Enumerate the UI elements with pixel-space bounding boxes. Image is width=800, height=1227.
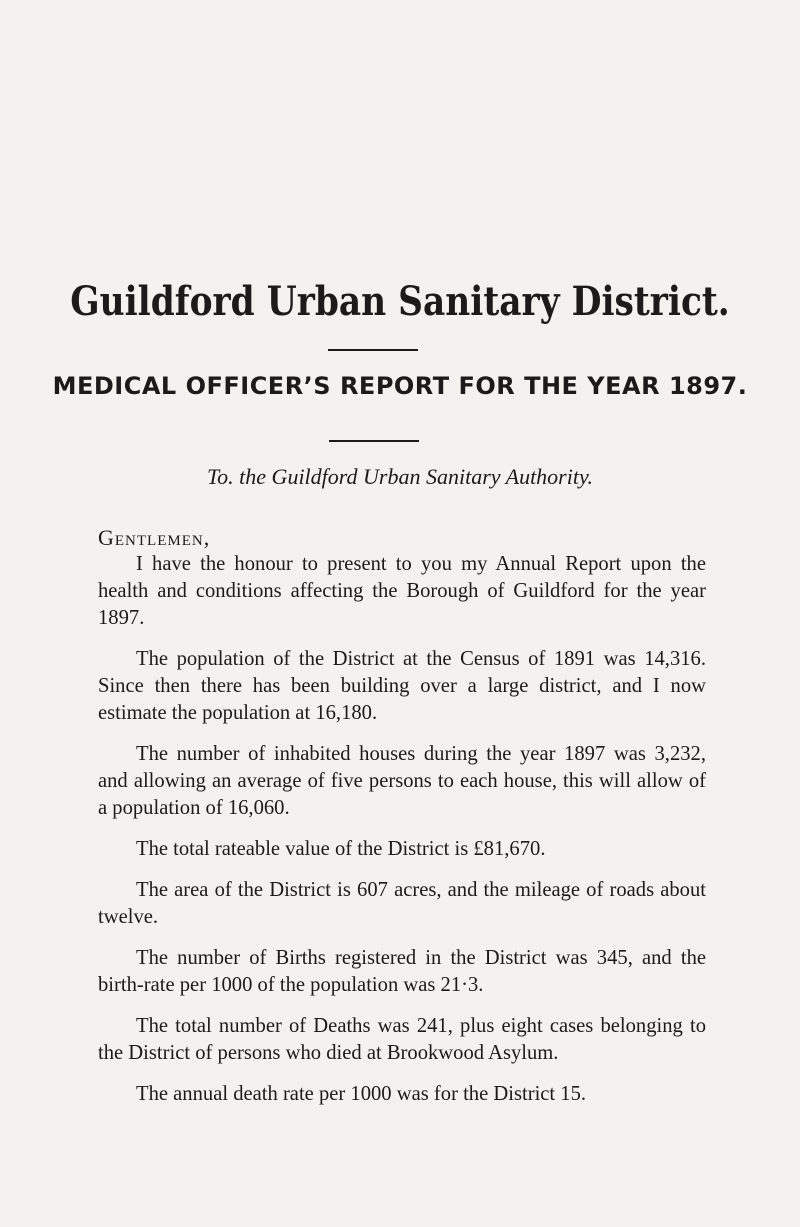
paragraph: The number of inhabited houses during the year 1897 was 3,232, and allowing an average of five persons to each house, this will allow of a population of 16,060. [98, 743, 706, 819]
paragraph: The total rateable value of the District is £81,670. [136, 838, 546, 860]
divider-rule [329, 440, 419, 442]
paragraph: The number of Births registered in the District was 345, and the birth-rate per 1000 of the population was 21·3. [98, 947, 706, 996]
paragraph: I have the honour to present to you my Annual Report upon the health and conditions affecting the Borough of Guildford for the year 1897. [98, 553, 706, 629]
report-subtitle: MEDICAL OFFICER’S REPORT FOR THE YEAR 1897. [52, 372, 748, 400]
address-line: To. the Guildford Urban Sanitary Authority. [206, 464, 594, 489]
paragraph: The annual death rate per 1000 was for the District 15. [136, 1083, 587, 1105]
salutation: Gentlemen, [98, 525, 211, 550]
letter-body [98, 524, 706, 1122]
paragraph: The total number of Deaths was 241, plus eight cases belonging to the District of persons who died at Brookwood Asylum. [98, 1015, 706, 1064]
paragraph: The population of the District at the Census of 1891 was 14,316. Since then there has been building over a large district, and I now estimate the population at 16,180. [98, 648, 706, 724]
document-title: Guildford Urban Sanitary District. [70, 278, 730, 325]
divider-rule [328, 349, 418, 351]
paragraph: The area of the District is 607 acres, and the mileage of roads about twelve. [98, 879, 706, 928]
